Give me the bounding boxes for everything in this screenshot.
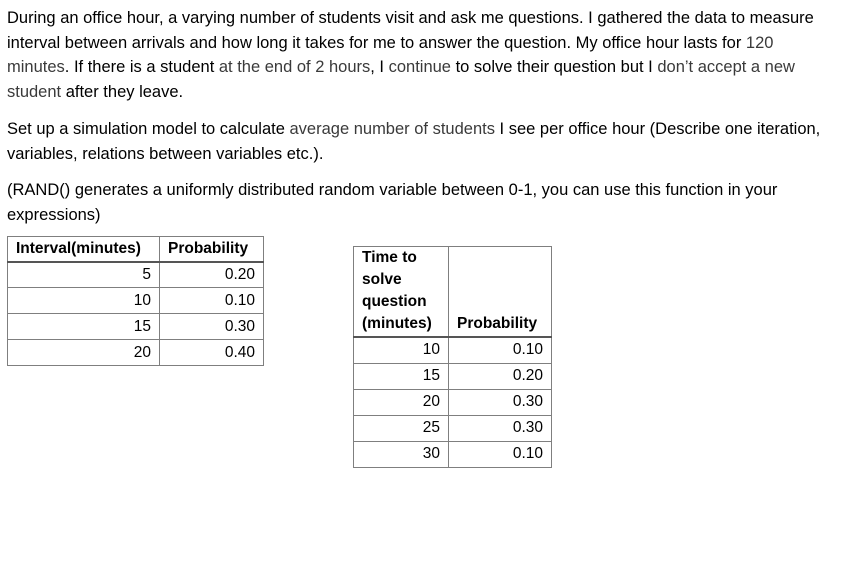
table-row: [8, 288, 264, 314]
probability-cell: 0.40: [160, 340, 264, 366]
table-header-row: [354, 247, 552, 338]
p1-highlight-duration: 120 minutes: [7, 33, 774, 76]
table-row: [354, 415, 552, 441]
solve-time-cell: 20: [354, 389, 449, 415]
p2-text-2: I see per office hour (Describe one iteration, variables, relations between variables etc.).: [7, 120, 821, 163]
solve-time-cell: 25: [354, 415, 449, 441]
interval-cell: 15: [8, 314, 160, 340]
table-row: [354, 337, 552, 363]
interval-cell: 10: [8, 288, 160, 314]
interval-cell: 5: [8, 262, 160, 288]
interval-cell: 20: [8, 340, 160, 366]
table-row: [354, 441, 552, 467]
probability-cell: 0.30: [449, 415, 552, 441]
probability-cell: 0.10: [449, 441, 552, 467]
probability-cell: 0.10: [160, 288, 264, 314]
solve-time-cell: 15: [354, 363, 449, 389]
probability-cell: 0.20: [449, 363, 552, 389]
probability-cell: 0.30: [449, 389, 552, 415]
solve-time-header-text: Time to solve question (minutes): [362, 249, 432, 332]
p2-text-1: Set up a simulation model to calculate: [7, 120, 290, 138]
table-row: [8, 340, 264, 366]
solve-time-cell: 10: [354, 337, 449, 363]
p1-text-2: . If there is a student: [64, 58, 219, 76]
probability-header: Probability: [160, 237, 264, 262]
problem-paragraph-1: [7, 6, 827, 104]
p1-highlight-continue: continue: [388, 58, 451, 76]
p1-highlight-end: at the end of 2 hours: [218, 58, 371, 76]
table-row: [8, 314, 264, 340]
solve-time-header: [354, 247, 449, 338]
solve-time-table: [353, 246, 552, 468]
problem-paragraph-3: (RAND() generates a uniformly distributed random variable between 0-1, you can use this function in your expressions): [7, 181, 778, 224]
solve-time-cell: 30: [354, 441, 449, 467]
probability-cell: 0.20: [160, 262, 264, 288]
p2-highlight-average: average number of students: [289, 120, 495, 138]
probability-header: Probability: [449, 247, 552, 338]
table-row: [354, 389, 552, 415]
p1-text-3: , I: [370, 58, 389, 76]
p1-text-4: to solve their question but I: [450, 58, 658, 76]
problem-paragraph-2: [7, 117, 827, 166]
p1-highlight-no-new: don’t accept a new student: [7, 58, 795, 101]
table-row: [354, 363, 552, 389]
table-header-row: [8, 237, 264, 262]
interval-table: [7, 236, 264, 366]
p1-text-5: after they leave.: [61, 82, 184, 101]
table-row: [8, 262, 264, 288]
probability-cell: 0.10: [449, 337, 552, 363]
p1-text-1: During an office hour, a varying number of students visit and ask me questions. I gathered the data to measure interval between arrivals and how long it takes for me to answer the question. My office hour lasts for: [7, 9, 814, 52]
interval-header: Interval(minutes): [8, 237, 160, 262]
probability-cell: 0.30: [160, 314, 264, 340]
